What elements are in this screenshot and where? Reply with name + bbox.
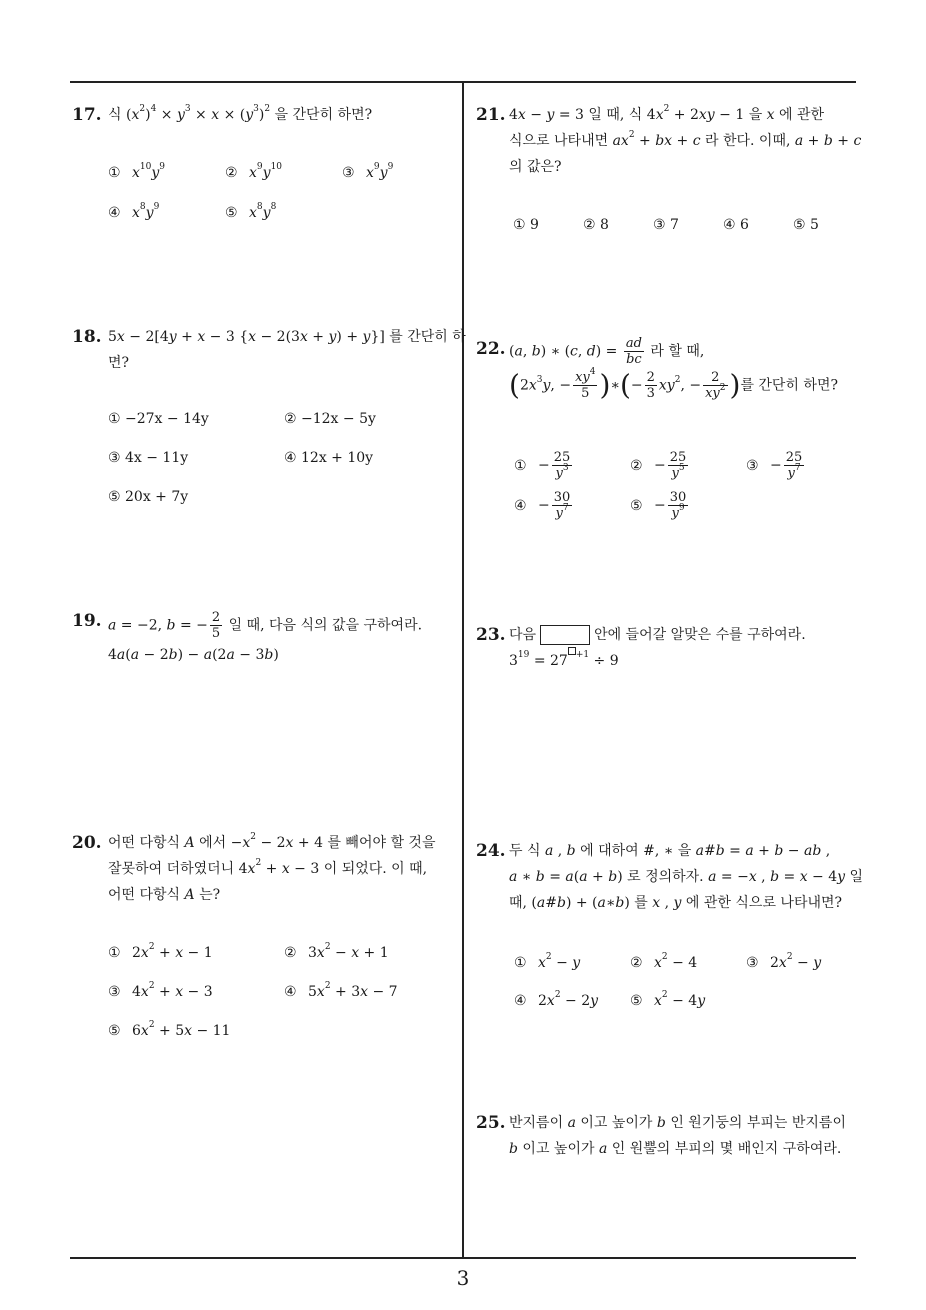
answer-blank[interactable] <box>540 625 590 645</box>
option-3[interactable]: ③ $x^9y^9$ <box>342 162 394 181</box>
option-4[interactable]: ④ 12x + 10y <box>284 450 374 466</box>
option-5[interactable]: ⑤ 5 <box>793 217 819 233</box>
question-18 <box>72 324 466 514</box>
option-1[interactable]: ① −27x − 14y <box>108 411 209 427</box>
option-3[interactable]: ③ − $\frac{25}{y^7}$ <box>746 450 803 481</box>
option-4[interactable]: ④ $x^8y^9$ <box>108 202 160 221</box>
option-3[interactable]: ③ $4x^2 + x - 3$ <box>108 981 213 1000</box>
option-5[interactable]: ⑤ 20x + 7y <box>108 489 189 505</box>
option-3[interactable]: ③ 4x − 11y <box>108 450 189 466</box>
option-1[interactable]: ① 9 <box>513 217 539 233</box>
question-21 <box>476 102 860 242</box>
question-19 <box>72 608 452 678</box>
option-5[interactable]: ⑤ $x^2 - 4y$ <box>630 990 706 1009</box>
question-number: 25. <box>476 1113 506 1133</box>
option-4[interactable]: ④ $2x^2 - 2y$ <box>514 990 599 1009</box>
question-stem: 식 $(x^2)^4 \times y^3 \times x \times (y^3)^2$ 을 간단히 하면? <box>108 104 373 123</box>
question-stem: (a, b) ∗ (c, d) = $\frac{ad}{bc}$ 라 할 때, ($2x^3y$, − $\frac{xy^4}{5}$ )∗(− $\frac{2}{3}$ $xy^2$, − $\frac{2}{xy^2}$ )를 간단히 하면? <box>509 336 838 402</box>
question-stem: a = −2, b = − $\frac{2}{5}$ 일 때, 다음 식의 값을 구하여라. 4a(a − 2b) − a(2a − 3b) <box>108 610 423 663</box>
option-2[interactable]: ② − $\frac{25}{y^5}$ <box>630 450 687 481</box>
option-1[interactable]: ① $2x^2 + x - 1$ <box>108 942 213 961</box>
question-number: 18. <box>72 327 102 347</box>
option-2[interactable]: ② $3x^2 - x + 1$ <box>284 942 389 961</box>
question-17 <box>72 102 452 242</box>
question-22 <box>476 336 860 536</box>
question-25 <box>476 1110 860 1170</box>
question-number: 21. <box>476 105 506 125</box>
question-number: 23. <box>476 625 506 645</box>
question-stem: 반지름이 a 이고 높이가 b 인 원기둥의 부피는 반지름이 b 이고 높이가 a 인 원뿔의 부피의 몇 배인지 구하여라. <box>509 1115 846 1157</box>
question-stem: 다음 안에 들어갈 알맞은 수를 구하여라. $3^{19} = 27$ $^{+1}$ ÷ 9 <box>509 627 806 669</box>
option-5[interactable]: ⑤ $6x^2 + 5x - 11$ <box>108 1020 231 1039</box>
option-1[interactable]: ① $x^{10}y^9$ <box>108 162 166 181</box>
column-divider <box>462 82 464 1258</box>
option-2[interactable]: ② $x^9y^{10}$ <box>225 162 283 181</box>
question-stem: 5x − 2[4y + x − 3 {x − 2(3x + y) + y}] 를 간단히 하 면? <box>108 329 466 371</box>
option-3[interactable]: ③ 7 <box>653 217 679 233</box>
question-number: 20. <box>72 833 102 853</box>
option-2[interactable]: ② −12x − 5y <box>284 411 376 427</box>
page-number: 3 <box>456 1266 470 1290</box>
option-1[interactable]: ① − $\frac{25}{y^3}$ <box>514 450 571 481</box>
option-2[interactable]: ② 8 <box>583 217 609 233</box>
option-4[interactable]: ④ − $\frac{30}{y^7}$ <box>514 490 571 521</box>
question-stem: 4x − y = 3 일 때, 식 $4x^2 + 2xy - 1$ 을 x 에 관한 식으로 나타내면 $ax^2$ + bx + c 라 한다. 이때, a + b + c 의 값은? <box>509 104 862 175</box>
option-5[interactable]: ⑤ − $\frac{30}{y^9}$ <box>630 490 687 521</box>
bottom-rule <box>70 1257 856 1259</box>
option-2[interactable]: ② $x^2 - 4$ <box>630 952 698 971</box>
option-4[interactable]: ④ $5x^2 + 3x - 7$ <box>284 981 398 1000</box>
option-5[interactable]: ⑤ $x^8y^8$ <box>225 202 277 221</box>
question-number: 24. <box>476 841 506 861</box>
question-20 <box>72 830 456 1050</box>
question-24 <box>476 838 864 1028</box>
question-number: 17. <box>72 105 102 125</box>
question-number: 19. <box>72 611 102 631</box>
option-4[interactable]: ④ 6 <box>723 217 749 233</box>
option-1[interactable]: ① $x^2 - y$ <box>514 952 581 971</box>
question-23 <box>476 622 860 682</box>
question-stem: 두 식 a , b 에 대하여 #, ∗ 을 a#b = a + b − ab , a ∗ b = a(a + b) 로 정의하자. a = −x , b = x − 4y 일 때, (a#b) + (a∗b) 를 x , y 에 관한 식으로 나타내면? <box>509 843 864 911</box>
option-3[interactable]: ③ $2x^2 - y$ <box>746 952 822 971</box>
question-number: 22. <box>476 339 506 359</box>
question-stem: 어떤 다항식 A 에서 $-x^2 - 2x + 4$ 를 빼어야 할 것을 잘못하여 더하였더니 $4x^2 + x - 3$ 이 되었다. 이 때, 어떤 다항식 A 는? <box>108 832 436 903</box>
